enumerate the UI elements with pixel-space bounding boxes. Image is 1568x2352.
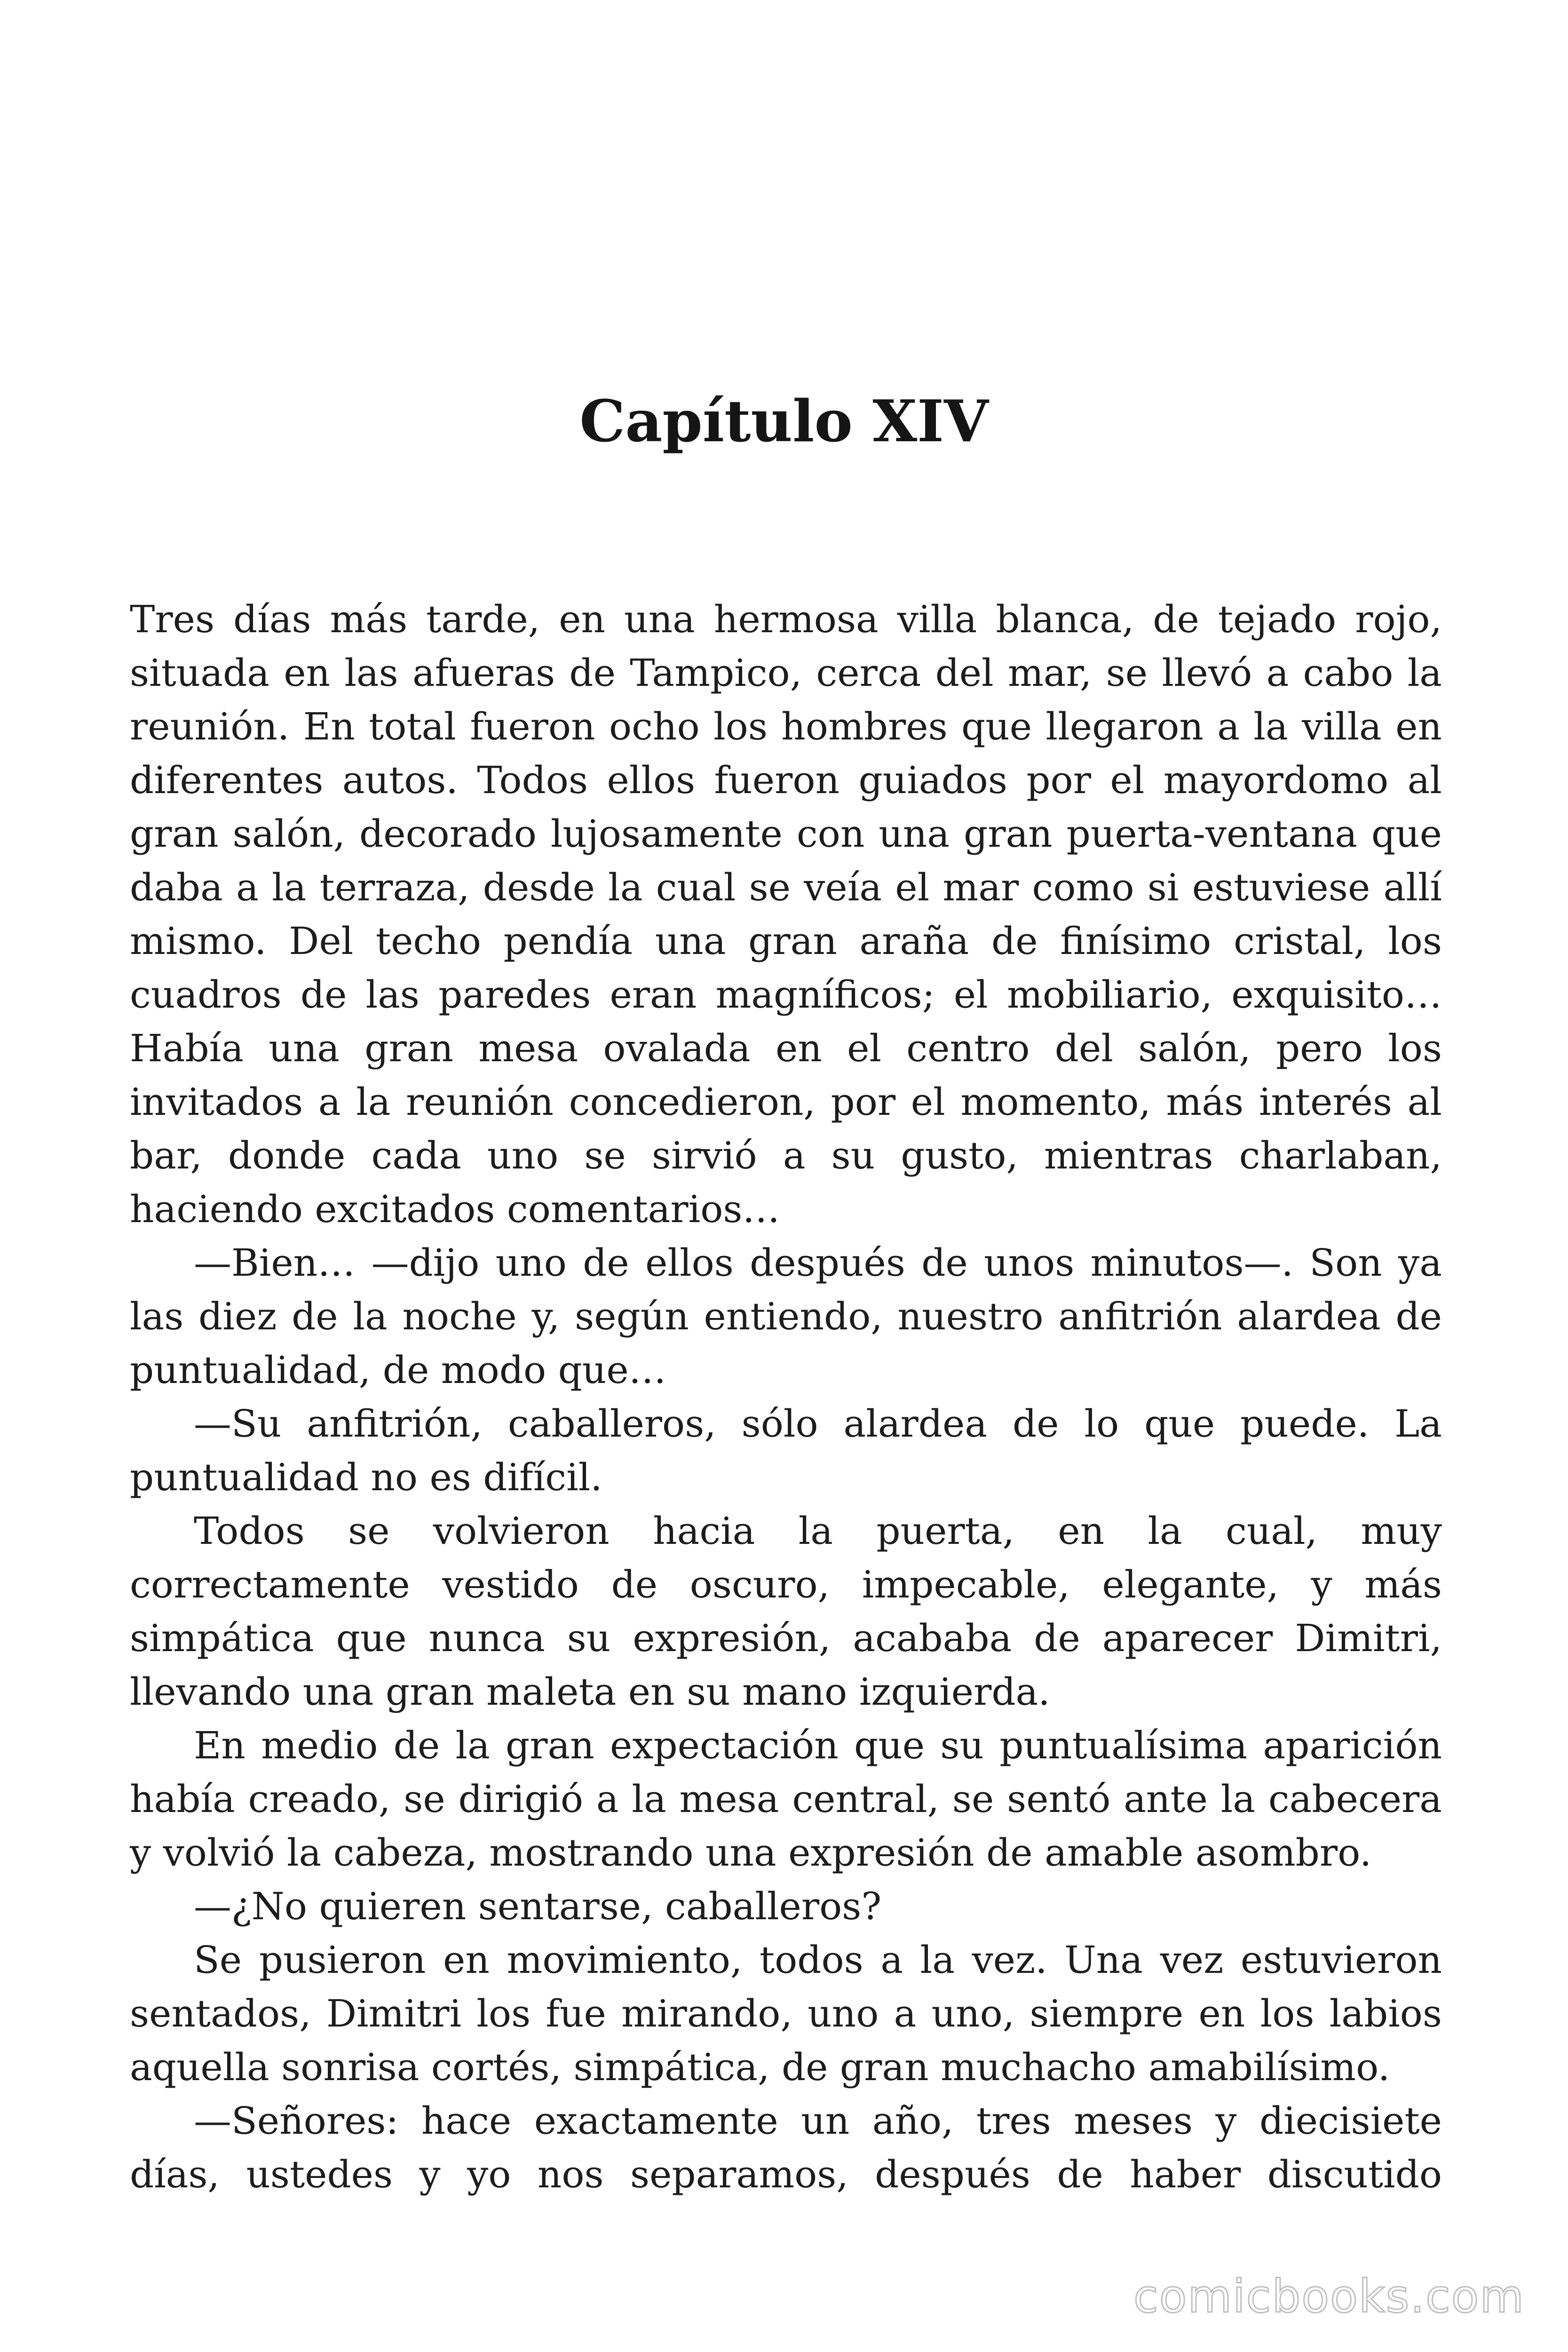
paragraph-7: Se pusieron en movimiento, todos a la vez. Una vez estuvieron sentados, Dimitri los fue mirando, uno a uno, siempre en los labios aquella sonrisa cortés, simpática, de gran muchacho amabilísimo. [130, 1938, 1442, 2089]
paragraph-6: —¿No quieren sentarse, caballeros? [194, 1884, 882, 1928]
paragraph-4: Todos se volvieron hacia la puerta, en la cual, muy correctamente vestido de oscuro, impecable, elegante, y más simpática que nunca su expresión, acababa de aparecer Dimitri, llevando una gran maleta en su mano izquierda. [130, 1509, 1442, 1714]
paragraph-3: —Su anfitrión, caballeros, sólo alardea de lo que puede. La puntualidad no es difícil. [130, 1402, 1442, 1499]
paragraph-8: —Señores: hace exactamente un año, tres meses y diecisiete días, ustedes y yo nos separamos, después de haber discutido [130, 2099, 1442, 2196]
paragraph-2: —Bien… —dijo uno de ellos después de unos minutos—. Son ya las diez de la noche y, según entiendo, nuestro anfitrión alardea de puntualidad, de modo que… [130, 1241, 1442, 1392]
chapter-body [130, 593, 1442, 2201]
paragraph-5: En medio de la gran expectación que su puntualísima aparición había creado, se dirigió a la mesa central, se sentó ante la cabecera y volvió la cabeza, mostrando una expresión de amable asombro. [130, 1724, 1442, 1875]
paragraph-1: Tres días más tarde, en una hermosa villa blanca, de tejado rojo, situada en las afueras de Tampico, cerca del mar, se llevó a cabo la reunión. En total fueron ocho los hombres que llegaron a la villa en diferentes autos. Todos ellos fueron guiados por el mayordomo al gran salón, decorado lujosamente con una gran puerta-ventana que daba a la terraza, desde la cual se veía el mar como si estuviese allí mismo. Del techo pendía una gran araña de finísimo cristal, los cuadros de las paredes eran magníficos; el mobiliario, exquisito… Había una gran mesa ovalada en el centro del salón, pero los invitados a la reunión concedieron, por el momento, más interés al bar, donde cada uno se sirvió a su gusto, mientras charlaban, haciendo excitados comentarios… [130, 597, 1442, 1231]
watermark: comicbooks.com [1133, 2270, 1525, 2323]
chapter-title: Capítulo XIV [579, 387, 989, 455]
